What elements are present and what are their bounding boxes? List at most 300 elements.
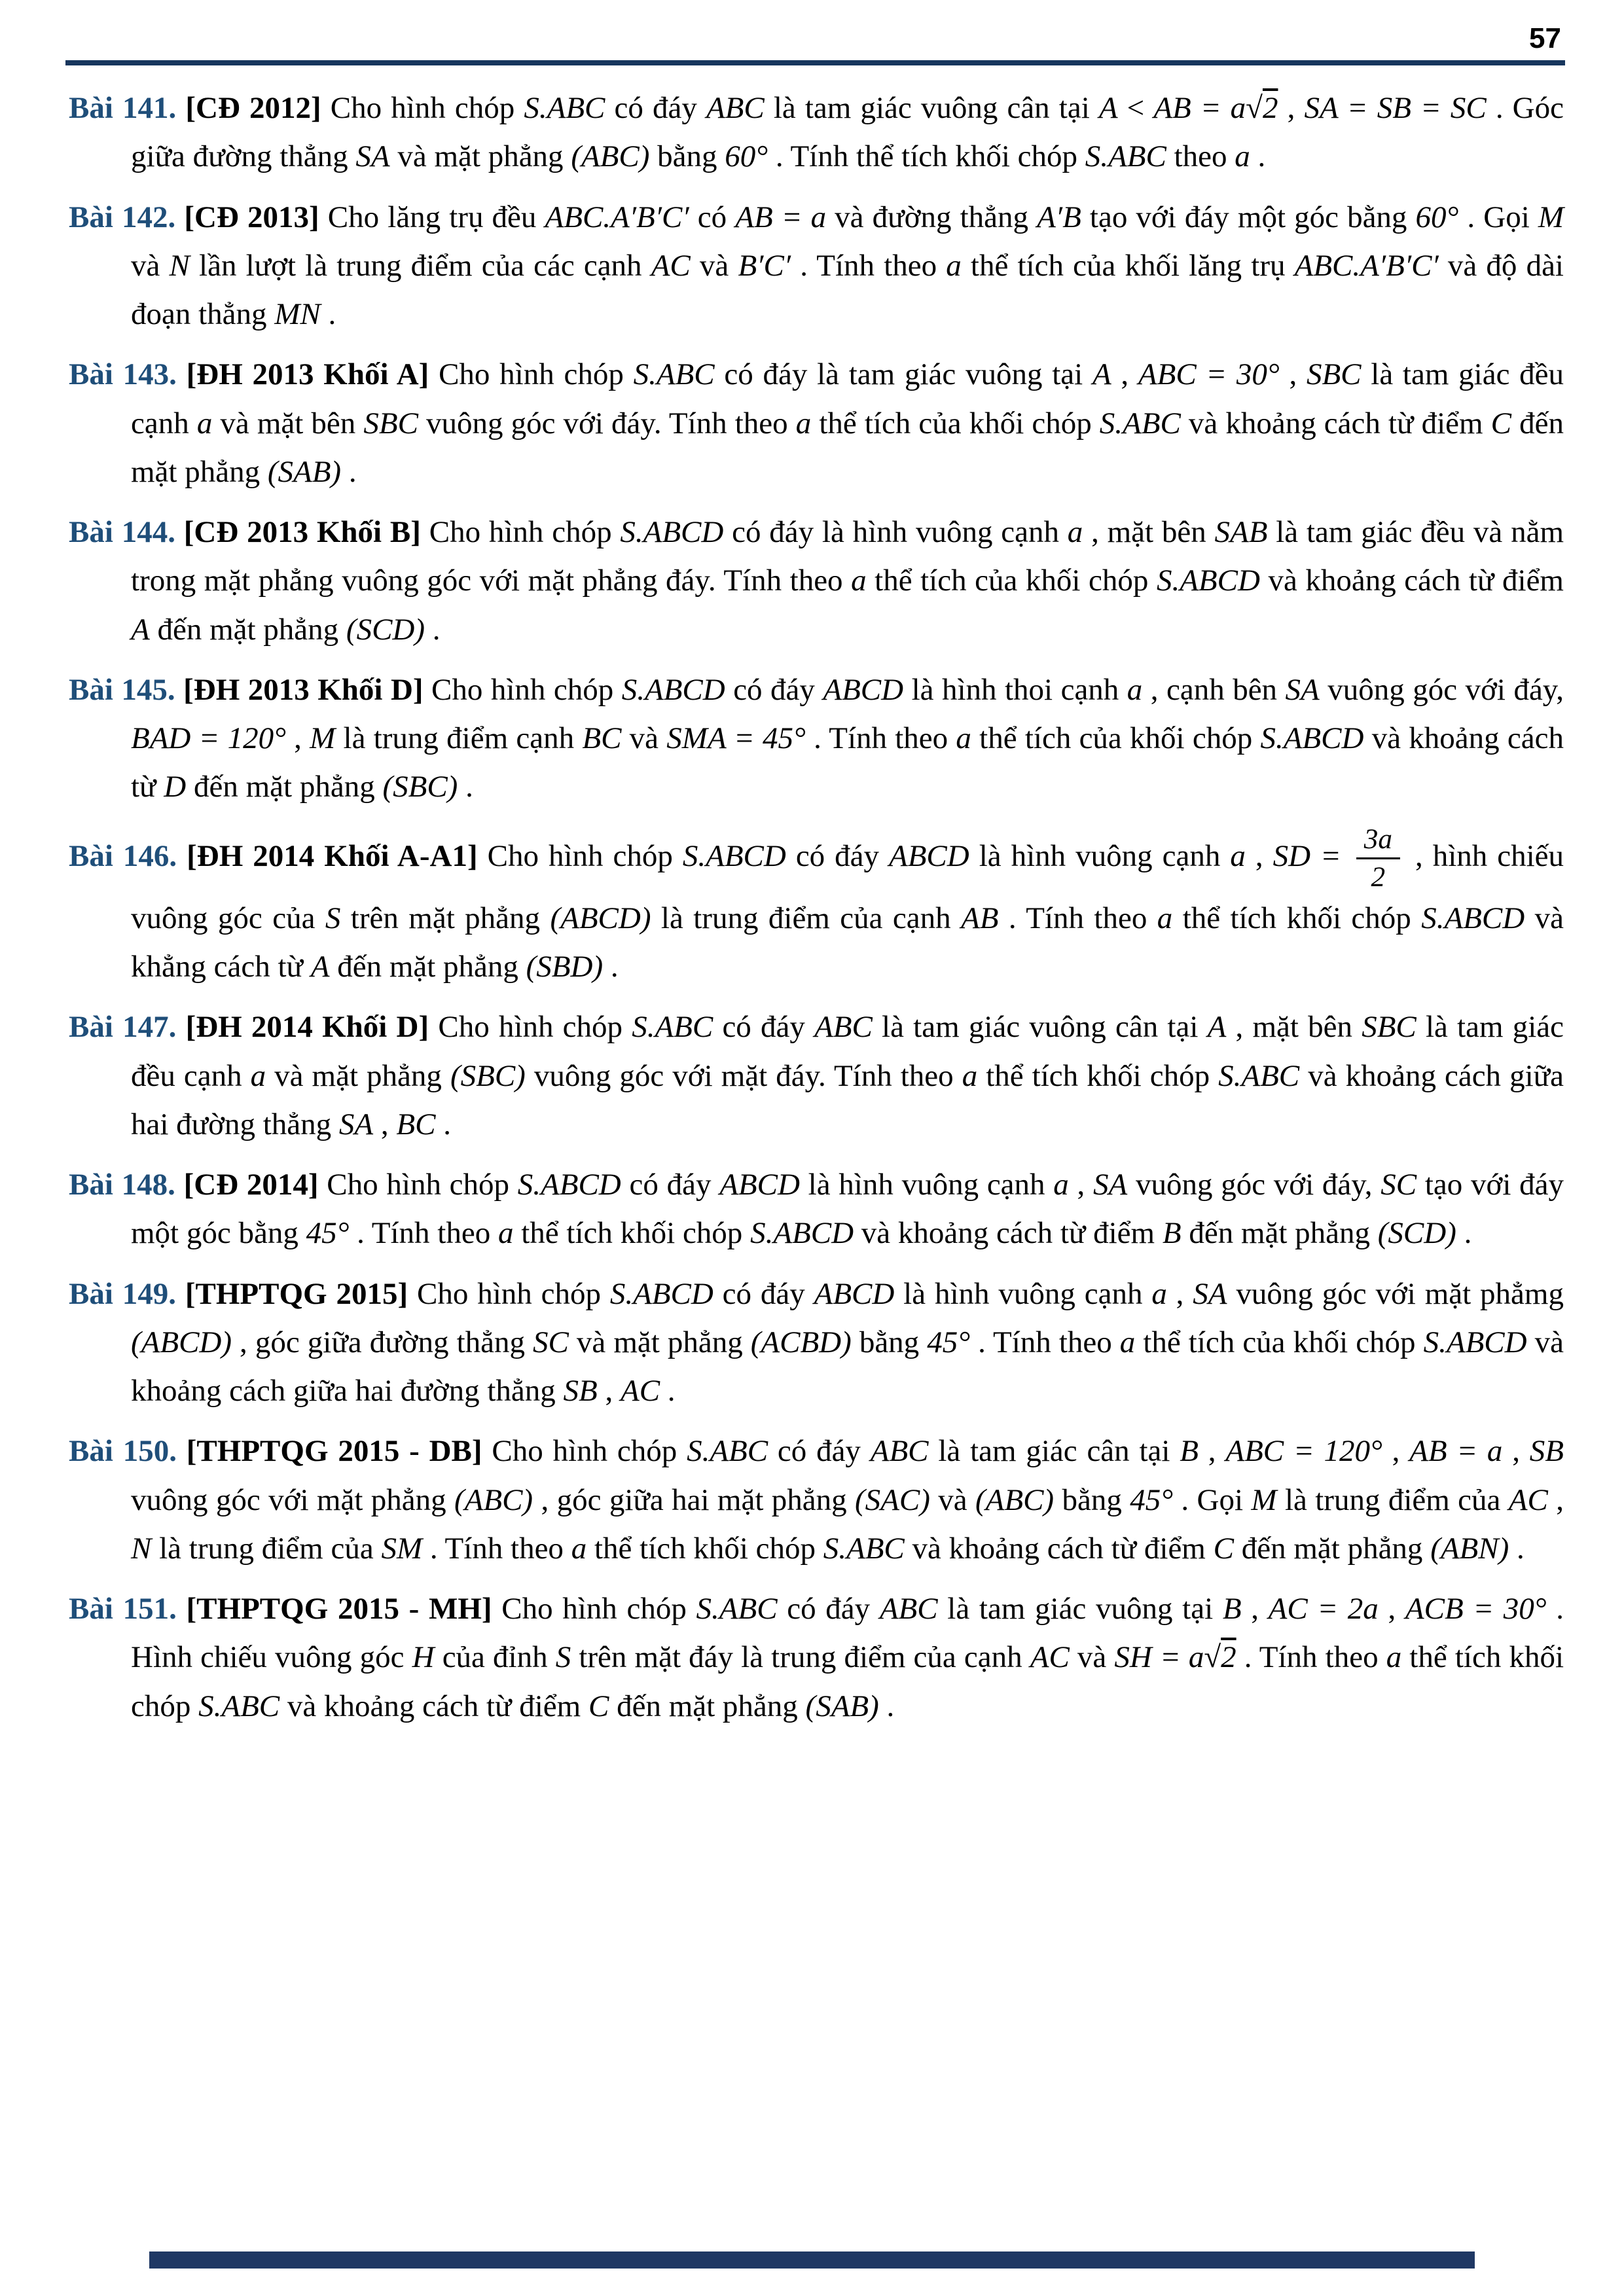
math-text: H <box>412 1640 435 1675</box>
plain-text: và <box>621 721 667 755</box>
math-text: MN <box>274 297 321 331</box>
plain-text: thể tích của khối chóp <box>866 564 1157 598</box>
plain-text: có đáy là hình vuông cạnh <box>723 515 1068 549</box>
plain-text: . Hình chiếu vuông góc <box>131 1592 1564 1675</box>
plain-text: có đáy <box>768 1434 871 1469</box>
plain-text: đến mặt phẳng <box>1233 1531 1431 1566</box>
plain-text: có đáy <box>777 1592 880 1626</box>
plain-text: và khoảng cách từ điểm <box>1259 564 1564 598</box>
math-text: S.ABCD <box>621 672 725 707</box>
plain-text: lần lượt là trung điểm của các cạnh <box>189 248 651 283</box>
plain-text: là hình vuông cạnh <box>969 838 1231 873</box>
problem-label: Bài 141. <box>69 91 177 125</box>
math-text: 60° <box>725 139 768 174</box>
plain-text: đến mặt phẳng <box>329 950 526 984</box>
problem-source: [CĐ 2012] <box>185 91 321 125</box>
plain-text: và khẳng cách từ <box>131 901 1564 984</box>
problem-source: [ĐH 2013 Khối D] <box>183 672 424 707</box>
problem-source: [CĐ 2013] <box>184 200 319 234</box>
plain-text: là trung điểm của cạnh <box>651 901 962 935</box>
math-text: S.ABC <box>696 1592 778 1626</box>
footer-bar <box>149 2251 1475 2269</box>
plain-text: Cho hình chóp <box>439 357 634 392</box>
plain-text: Cho hình chóp <box>429 515 621 549</box>
plain-text: . Tính thể tích khối chóp <box>768 139 1085 174</box>
plain-text: , góc giữa đường thẳng <box>232 1325 533 1359</box>
math-text: A <box>310 950 330 984</box>
plain-text: . Tính theo <box>791 248 947 283</box>
plain-text: có đáy <box>605 91 706 125</box>
math-text: S.ABC <box>1218 1058 1300 1093</box>
plain-text: trên mặt đáy là trung điểm của cạnh <box>571 1640 1030 1675</box>
math-text: S.ABCD <box>682 838 786 873</box>
plain-text: và đường thẳng <box>826 200 1038 234</box>
plain-text: Cho hình chóp <box>330 91 524 125</box>
math-text: S.ABC <box>633 357 715 392</box>
math-text: AC <box>1030 1640 1070 1675</box>
math-text: ABCD <box>823 672 904 707</box>
plain-text: và <box>1069 1640 1115 1675</box>
plain-text: có đáy <box>713 1010 815 1045</box>
plain-text: . <box>1250 139 1266 174</box>
math-text: C <box>588 1689 609 1723</box>
plain-text: và <box>690 248 738 283</box>
plain-text: , <box>1068 1168 1093 1202</box>
math-text: ABCD <box>889 838 969 873</box>
plain-text: , <box>1199 1434 1226 1469</box>
math-text: (SAB) <box>805 1689 879 1723</box>
math-text: SA <box>1093 1168 1128 1202</box>
sqrt-expression: √2 <box>1204 1640 1236 1675</box>
plain-text: có đáy là tam giác vuông tại <box>714 357 1092 392</box>
math-text: C <box>1490 406 1512 440</box>
problem-source: [ĐH 2014 Khối A-A1] <box>187 838 478 873</box>
math-text: A <box>1098 91 1118 125</box>
plain-text: . <box>878 1689 895 1723</box>
math-text: SA = SB = SC <box>1304 91 1487 125</box>
math-text: (SAB) <box>267 454 342 489</box>
math-text: ABC.A′B′C′ <box>1294 248 1439 283</box>
math-text: BC <box>582 721 622 755</box>
math-text: a <box>571 1531 587 1566</box>
plain-text: . <box>1456 1216 1472 1251</box>
plain-text: thể tích khối chóp <box>977 1058 1219 1093</box>
math-text: S.ABC <box>198 1689 280 1723</box>
math-text: A <box>1092 357 1111 392</box>
plain-text: là tam giác vuông cân tại <box>872 1010 1208 1045</box>
math-text: S.ABCD <box>517 1168 621 1202</box>
math-text: AB <box>961 901 999 935</box>
math-text: A′B <box>1037 200 1081 234</box>
math-text: a <box>1151 1276 1167 1311</box>
plain-text: và khoảng cách giữa hai đường thẳng <box>131 1325 1564 1408</box>
plain-text: và mặt phẳng <box>266 1058 450 1093</box>
problem-label: Bài 143. <box>69 357 177 392</box>
plain-text: vuông góc với mặt đáy. Tính theo <box>525 1058 962 1093</box>
problem-label: Bài 148. <box>69 1168 175 1202</box>
math-text: SB <box>1529 1434 1564 1469</box>
plain-text: thể tích của khối chóp <box>1135 1325 1424 1359</box>
plain-text: là hình vuông cạnh <box>799 1168 1054 1202</box>
math-text: SM <box>381 1531 423 1566</box>
math-text: D <box>164 770 187 804</box>
plain-text: vuông góc với đáy, <box>1127 1168 1381 1202</box>
math-text: a <box>946 248 962 283</box>
plain-text: và khoảng cách từ điểm <box>280 1689 588 1723</box>
plain-text: và khoảng cách giữa hai đường thẳng <box>131 1058 1564 1141</box>
math-text: a <box>956 721 971 755</box>
plain-text: thể tích khối chóp <box>513 1216 751 1251</box>
math-text: ACB = 30° <box>1405 1592 1547 1626</box>
math-text: AB = a <box>735 200 827 234</box>
plain-text: vuông góc với mặt phẳmg <box>1227 1276 1564 1311</box>
plain-text: đến mặt phẳng <box>1181 1216 1378 1251</box>
plain-text: bằng <box>649 139 725 174</box>
math-text: S.ABC <box>687 1434 768 1469</box>
plain-text: , <box>1279 357 1307 392</box>
math-text: 60° <box>1415 200 1459 234</box>
math-text: SC <box>1380 1168 1417 1202</box>
math-text: SMA = 45° <box>666 721 806 755</box>
plain-text: có đáy <box>785 838 890 873</box>
problem-item <box>69 1585 1564 1731</box>
math-text: ABCD <box>814 1276 895 1311</box>
math-text: N <box>131 1531 152 1566</box>
plain-text: . Tính theo <box>998 901 1157 935</box>
math-text: SA <box>1285 672 1320 707</box>
plain-text: . Tính theo <box>970 1325 1120 1359</box>
math-text: AB = a <box>1409 1434 1503 1469</box>
math-text: SA <box>1193 1276 1227 1311</box>
math-text: a <box>795 406 812 440</box>
problem-item <box>69 1003 1564 1149</box>
math-text: (SAC) <box>855 1482 930 1517</box>
plain-text: là tam giác đều và nằm trong mặt phẳng vuông góc với mặt phẳng đáy. Tính theo <box>131 515 1564 598</box>
problem-source: [THPTQG 2015 - MH] <box>186 1592 492 1626</box>
plain-text: , <box>1502 1434 1530 1469</box>
problem-item <box>69 508 1564 654</box>
plain-text: . Tính theo <box>422 1531 571 1566</box>
problem-item <box>69 1160 1564 1258</box>
plain-text: , mặt bên <box>1226 1010 1362 1045</box>
plain-text: . <box>1509 1531 1525 1566</box>
math-text: SA <box>355 139 390 174</box>
plain-text: đến mặt phẳng <box>186 770 383 804</box>
math-text: (SBC) <box>450 1058 526 1093</box>
math-text: SD = <box>1272 838 1351 873</box>
plain-text: trên mặt phẳng <box>340 901 550 935</box>
plain-text: là hình vuông cạnh <box>894 1276 1152 1311</box>
plain-text: , <box>1241 1592 1269 1626</box>
plain-text: , <box>1111 357 1138 392</box>
plain-text: . <box>660 1374 676 1408</box>
math-text: a <box>1127 672 1143 707</box>
plain-text: của đỉnh <box>434 1640 556 1675</box>
plain-text: , <box>1166 1276 1193 1311</box>
problem-label: Bài 144. <box>69 515 175 549</box>
math-text: (SBC) <box>382 770 458 804</box>
plain-text: và mặt phẳng <box>568 1325 751 1359</box>
plain-text: thể tích khối chóp <box>131 1640 1564 1723</box>
math-text: S.ABCD <box>1260 721 1364 755</box>
problem-source: [CĐ 2014] <box>183 1168 319 1202</box>
math-text: AC <box>1508 1482 1548 1517</box>
plain-text: . Gọi <box>1173 1482 1252 1517</box>
plain-text: là tam giác vuông cân tại <box>764 91 1099 125</box>
math-text: AC = 2a <box>1268 1592 1379 1626</box>
plain-text: và độ dài đoạn thẳng <box>131 248 1564 331</box>
math-text: N <box>169 248 190 283</box>
math-text: S <box>325 901 341 935</box>
plain-text: , cạnh bên <box>1142 672 1286 707</box>
plain-text: và <box>929 1482 976 1517</box>
plain-text: đến mặt phẳng <box>609 1689 806 1723</box>
plain-text: Cho hình chóp <box>501 1592 696 1626</box>
plain-text: thể tích của khối lăng trụ <box>961 248 1295 283</box>
plain-text: và mặt phẳng <box>389 139 571 174</box>
plain-text: . Tính theo <box>805 721 956 755</box>
plain-text: . <box>603 950 619 984</box>
plain-text: vuông góc với đáy, <box>1319 672 1564 707</box>
plain-text: là tam giác cân tại <box>928 1434 1180 1469</box>
problem-item <box>69 84 1564 181</box>
problem-text <box>131 200 1564 332</box>
plain-text: , <box>1378 1592 1405 1626</box>
math-text: a <box>1053 1168 1069 1202</box>
math-text: a <box>196 406 213 440</box>
plain-text: là trung điểm cạnh <box>335 721 583 755</box>
plain-text: < <box>1117 91 1154 125</box>
math-text: SAB <box>1214 515 1268 549</box>
math-text: (ABC) <box>571 139 650 174</box>
plain-text: và khoảng cách từ điểm <box>1180 406 1491 440</box>
plain-text: , hình chiếu vuông góc của <box>131 838 1564 935</box>
math-text: a <box>1067 515 1083 549</box>
math-text: SBC <box>363 406 418 440</box>
math-text: S.ABC <box>1099 406 1181 440</box>
plain-text: , <box>1278 91 1305 125</box>
plain-text: , góc giữa hai mặt phẳng <box>533 1482 856 1517</box>
math-text: S.ABCD <box>1156 564 1260 598</box>
math-text: (ABN) <box>1430 1531 1509 1566</box>
plain-text: là trung điểm của <box>1276 1482 1509 1517</box>
plain-text: , <box>285 721 310 755</box>
math-text: SBC <box>1306 357 1362 392</box>
plain-text: Cho hình chóp <box>327 1168 518 1202</box>
plain-text: bằng <box>1054 1482 1130 1517</box>
plain-text: tạo với đáy một góc bằng <box>131 1168 1564 1251</box>
math-text: ABCD <box>719 1168 800 1202</box>
problem-label: Bài 146. <box>69 838 177 873</box>
math-text: SB <box>563 1374 598 1408</box>
math-text: S.ABC <box>1085 139 1166 174</box>
plain-text: có đáy <box>713 1276 814 1311</box>
math-text: (ABCD) <box>131 1325 232 1359</box>
math-text: ABC.A′B′C′ <box>545 200 689 234</box>
problem-text <box>131 91 1564 173</box>
problem-source: [THPTQG 2015] <box>185 1276 408 1311</box>
math-text: (SBD) <box>526 950 604 984</box>
plain-text: , <box>597 1374 621 1408</box>
plain-text: Cho hình chóp <box>416 1276 610 1311</box>
plain-text: và mặt bên <box>212 406 364 440</box>
plain-text: theo <box>1166 139 1235 174</box>
fraction: $\frac{3a}{2}$ <box>1356 823 1400 894</box>
math-text: A <box>1207 1010 1227 1045</box>
problem-source: [ĐH 2013 Khối A] <box>186 357 429 392</box>
math-text: (ABC) <box>975 1482 1055 1517</box>
math-text: (ABC) <box>454 1482 533 1517</box>
plain-text: là tam giác đều cạnh <box>131 1010 1564 1093</box>
math-text: AC <box>620 1374 660 1408</box>
math-text: S.ABCD <box>1423 1325 1527 1359</box>
plain-text: vuông góc với mặt phẳng <box>131 1482 455 1517</box>
plain-text: . Tính theo <box>349 1216 498 1251</box>
problem-label: Bài 151. <box>69 1592 177 1626</box>
math-text: a <box>1157 901 1173 935</box>
plain-text: thể tích của khối chóp <box>971 721 1261 755</box>
problem-label: Bài 145. <box>69 672 175 707</box>
plain-text: và khoảng cách từ điểm <box>904 1531 1214 1566</box>
math-text: ABC <box>879 1592 938 1626</box>
plain-text: , mặt bên <box>1083 515 1215 549</box>
problem-label: Bài 147. <box>69 1010 177 1045</box>
plain-text: Cho hình chóp <box>492 1434 687 1469</box>
math-text: B <box>1222 1592 1242 1626</box>
plain-text: . <box>425 612 441 647</box>
plain-text: . Tính theo <box>1236 1640 1386 1675</box>
plain-text: là tam giác vuông tại <box>937 1592 1223 1626</box>
problem-text <box>131 1168 1564 1250</box>
math-text: a <box>497 1216 514 1251</box>
plain-text: . <box>320 297 336 331</box>
plain-text: đến mặt phẳng <box>149 612 346 647</box>
math-text: a <box>1119 1325 1136 1359</box>
math-text: ABC <box>706 91 765 125</box>
math-text: S <box>555 1640 571 1675</box>
plain-text: là trung điểm của <box>151 1531 382 1566</box>
problem-label: Bài 150. <box>69 1434 177 1469</box>
math-text: B <box>1180 1434 1199 1469</box>
plain-text: có <box>689 200 736 234</box>
problem-item <box>69 350 1564 496</box>
header-rule <box>65 60 1565 65</box>
math-text: B′C′ <box>738 248 791 283</box>
math-text: ABC = 30° <box>1138 357 1280 392</box>
problem-source: [THPTQG 2015 - DB] <box>186 1434 482 1469</box>
plain-text: thể tích của khối chóp <box>811 406 1100 440</box>
math-text: (ABCD) <box>550 901 651 935</box>
math-text: M <box>1251 1482 1277 1517</box>
problem-item <box>69 193 1564 339</box>
plain-text: . <box>435 1107 451 1141</box>
math-text: (SCD) <box>346 612 425 647</box>
math-text: S.ABCD <box>609 1276 713 1311</box>
plain-text: , <box>1547 1482 1564 1517</box>
math-text: a <box>851 564 867 598</box>
math-text: S.ABCD <box>620 515 724 549</box>
plain-text: thể tích khối chóp <box>586 1531 823 1566</box>
math-text: S.ABC <box>524 91 605 125</box>
math-text: B <box>1162 1216 1182 1251</box>
math-text: C <box>1213 1531 1234 1566</box>
plain-text: . <box>458 770 473 804</box>
plain-text: Cho hình chóp <box>431 672 622 707</box>
plain-text: , <box>373 1107 397 1141</box>
math-text: 45° <box>306 1216 350 1251</box>
plain-text: thể tích khối chóp <box>1172 901 1422 935</box>
math-text: (SCD) <box>1377 1216 1456 1251</box>
page-number: 57 <box>1529 22 1561 54</box>
plain-text: , <box>1382 1434 1410 1469</box>
math-text: a <box>1386 1640 1402 1675</box>
problem-item <box>69 666 1564 812</box>
plain-text: và khoảng cách từ điểm <box>854 1216 1163 1251</box>
math-text: M <box>1538 200 1564 234</box>
math-text: a <box>962 1058 978 1093</box>
math-text: (ACBD) <box>750 1325 852 1359</box>
math-text: S.ABCD <box>750 1216 854 1251</box>
math-text: S.ABC <box>823 1531 905 1566</box>
problem-source: [ĐH 2014 Khối D] <box>185 1010 429 1045</box>
problem-source: [CĐ 2013 Khối B] <box>183 515 421 549</box>
plain-text: . Góc giữa đường thẳng <box>131 91 1564 174</box>
problem-item <box>69 1427 1564 1573</box>
problem-item <box>69 1270 1564 1416</box>
problem-list <box>69 84 1564 1742</box>
math-text: AC <box>651 248 691 283</box>
plain-text: . Gọi <box>1458 200 1538 234</box>
plain-text: Cho lăng trụ đều <box>327 200 545 234</box>
math-text: 45° <box>927 1325 971 1359</box>
math-text: ABC = 120° <box>1225 1434 1382 1469</box>
plain-text: có đáy <box>621 1168 720 1202</box>
math-text: M <box>310 721 336 755</box>
plain-text: Cho hình chóp <box>438 1010 632 1045</box>
plain-text: vuông góc với đáy. Tính theo <box>418 406 796 440</box>
math-text: SC <box>533 1325 569 1359</box>
math-text: A <box>131 612 150 647</box>
math-text: 45° <box>1130 1482 1174 1517</box>
plain-text: có đáy <box>725 672 823 707</box>
plain-text: và <box>131 248 170 283</box>
problem-item <box>69 823 1564 992</box>
plain-text: đến mặt phẳng <box>131 406 1564 489</box>
plain-text: . <box>341 454 357 489</box>
plain-text: Cho hình chóp <box>487 838 683 873</box>
math-text: ABC <box>870 1434 929 1469</box>
math-text: ABC <box>814 1010 873 1045</box>
math-text: S.ABCD <box>1421 901 1525 935</box>
plain-text: là hình thoi cạnh <box>903 672 1127 707</box>
math-text: AB = a <box>1153 91 1246 125</box>
math-text: BC <box>396 1107 436 1141</box>
plain-text: tạo với đáy một góc bằng <box>1081 200 1416 234</box>
math-text: BAD = 120° <box>131 721 286 755</box>
problem-label: Bài 149. <box>69 1276 177 1311</box>
math-text: a <box>1230 838 1246 873</box>
math-text: S.ABC <box>632 1010 713 1045</box>
plain-text: và khoảng cách từ <box>131 721 1564 804</box>
math-text: a <box>1235 139 1250 174</box>
problem-label: Bài 142. <box>69 200 176 234</box>
plain-text: bằng <box>851 1325 928 1359</box>
sqrt-expression: √2 <box>1246 91 1278 125</box>
math-text: a <box>250 1058 266 1093</box>
plain-text: là tam giác đều cạnh <box>131 357 1564 440</box>
math-text: SH = a <box>1114 1640 1204 1675</box>
math-text: SA <box>338 1107 374 1141</box>
